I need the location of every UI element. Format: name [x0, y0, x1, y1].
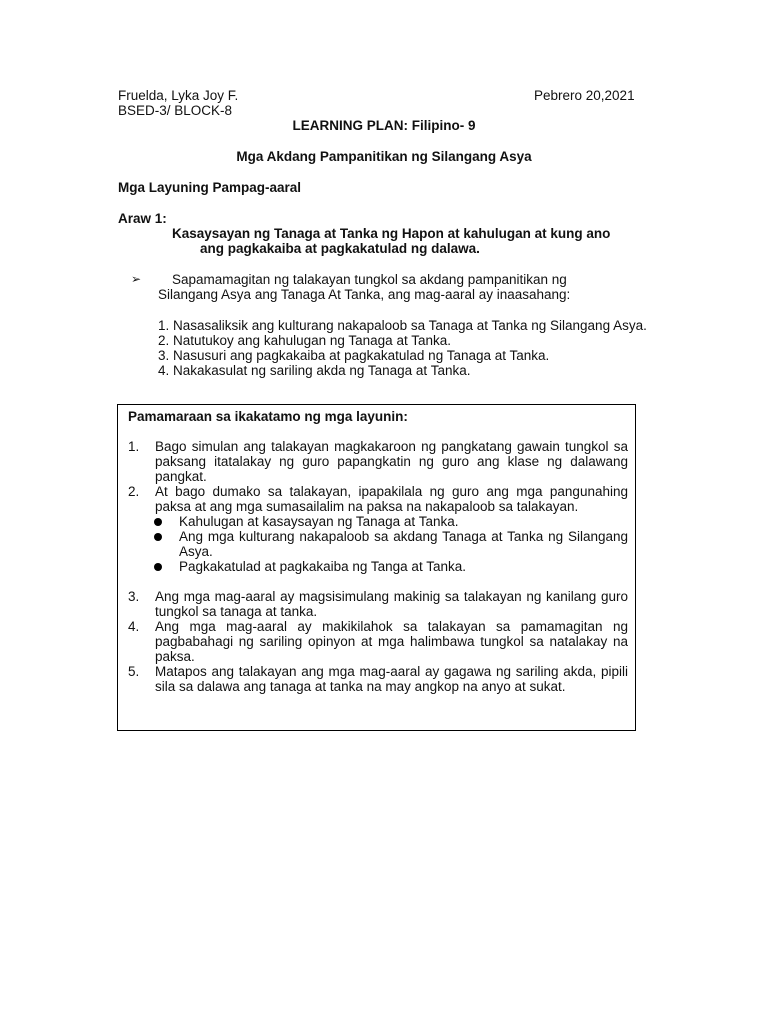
step-number: 1.: [128, 439, 140, 454]
day-label: Araw 1:: [118, 211, 167, 226]
day-topic: [172, 226, 642, 256]
step-number: 2.: [128, 484, 140, 499]
subtopic-item: [128, 559, 628, 574]
methods-steps: [128, 439, 628, 694]
course-block: BSED-3/ BLOCK-8: [118, 103, 233, 118]
objective-item: 3. Nasusuri ang pagkakaiba at pagkakatulad ng Tanaga at Tanka.: [158, 348, 550, 363]
step-text: At bago dumako sa talakayan, ipapakilala ng guro ang mga pangunahing paksa at ang mga sumasailalim na paksa na nakapaloob sa talakayan.: [155, 484, 628, 514]
objective-item: 2. Natutukoy ang kahulugan ng Tanaga at Tanka.: [158, 333, 451, 348]
day-topic-line2: ang pagkakaiba at pagkakatulad ng dalawa.: [200, 241, 480, 256]
methods-box: [117, 404, 636, 731]
document-title: LEARNING PLAN: Filipino- 9: [292, 118, 476, 133]
document-subtitle: Mga Akdang Pampanitikan ng Silangang Asya: [236, 149, 532, 164]
step-number: 4.: [128, 619, 140, 634]
subtopic-item: [128, 514, 628, 529]
method-step: [128, 484, 628, 514]
intro-line2: Silangang Asya ang Tanaga At Tanka, ang mag-aaral ay inaasahang:: [158, 287, 571, 302]
method-step: [128, 664, 628, 694]
method-step: [128, 619, 628, 664]
subtopic-text: Pagkakatulad at pagkakaiba ng Tanga at Tanka.: [179, 559, 466, 574]
objectives-list: [158, 318, 648, 378]
step-text: Ang mga mag-aaral ay magsisimulang makinig sa talakayan ng kanilang guro tungkol sa tanaga at tanka.: [155, 589, 628, 619]
step-text: Ang mga mag-aaral ay makikilahok sa talakayan sa pamamagitan ng pagbabahagi ng sariling opinyon at mga halimbawa tungkol sa natalakay na paksa.: [155, 619, 628, 664]
author-name: Fruelda, Lyka Joy F.: [118, 88, 239, 103]
step-number: 5.: [128, 664, 140, 679]
document-date: Pebrero 20,2021: [534, 88, 635, 103]
method-step: [128, 439, 628, 484]
subtopic-text: Ang mga kulturang nakapaloob sa akdang Tanaga at Tanka ng Silangang Asya.: [179, 529, 628, 559]
subtopic-item: [128, 529, 628, 559]
step-number: 3.: [128, 589, 140, 604]
step-text: Bago simulan ang talakayan magkakaroon ng pangkatang gawain tungkol sa paksang itatalakay ng guro papangkatin ng guro ang klase ng dalawang pangkat.: [155, 439, 628, 484]
subtopic-list: [128, 514, 628, 574]
intro-line1: Sapamamagitan ng talakayan tungkol sa akdang pampanitikan ng: [172, 272, 567, 287]
bullet-dot-icon: [154, 518, 162, 526]
subtopic-text: Kahulugan at kasaysayan ng Tanaga at Tanka.: [179, 514, 459, 529]
step-text: Matapos ang talakayan ang mga mag-aaral ay gagawa ng sariling akda, pipili sila sa dalawa ang tanaga at tanka na may angkop na anyo at sukat.: [155, 664, 628, 694]
bullet-dot-icon: [154, 533, 162, 541]
arrow-bullet-icon: ➢: [131, 272, 142, 286]
objectives-heading: Mga Layuning Pampag-aaral: [118, 180, 302, 195]
methods-heading: Pamamaraan sa ikakatamo ng mga layunin:: [128, 409, 408, 424]
objective-item: 1. Nasasaliksik ang kulturang nakapaloob sa Tanaga at Tanka ng Silangang Asya.: [158, 318, 647, 333]
objective-item: 4. Nakakasulat ng sariling akda ng Tanaga at Tanka.: [158, 363, 471, 378]
bullet-dot-icon: [154, 563, 162, 571]
day-topic-line1: Kasaysayan ng Tanaga at Tanka ng Hapon at kahulugan at kung ano: [172, 226, 611, 241]
method-step: [128, 589, 628, 619]
